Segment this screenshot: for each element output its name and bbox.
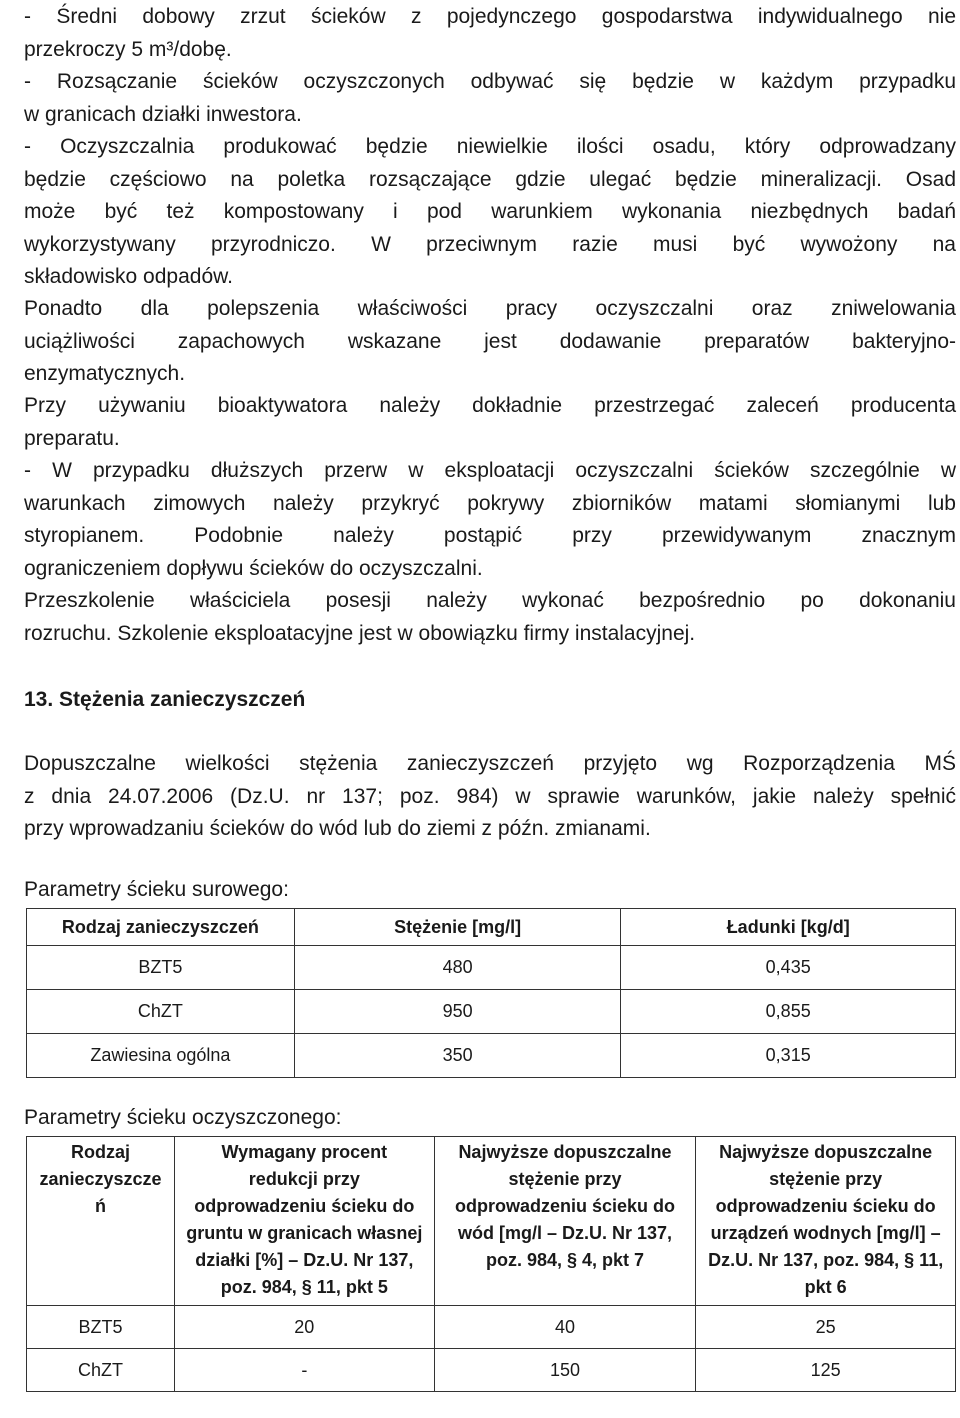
- table-cell: 20: [174, 1306, 434, 1349]
- paragraph-p2: [24, 66, 956, 131]
- raw-table-caption: Parametry ścieku surowego:: [24, 878, 289, 901]
- treated-sewage-table: [26, 1136, 956, 1392]
- table-cell: Zawiesina ogólna: [27, 1034, 295, 1078]
- table-row: [27, 1306, 956, 1349]
- text-line: - W przypadku dłuższych przerw w eksploatacji oczyszczalni ścieków szczególnie w: [24, 459, 956, 482]
- text-line: przekroczy 5 m³/dobę.: [24, 37, 232, 61]
- text-line: warunkach zimowych należy przykryć pokrywy zbiorników matami słomianymi lub: [24, 491, 956, 515]
- text-line: Przy używaniu bioaktywatora należy dokładnie przestrzegać zaleceń producenta: [24, 394, 956, 417]
- table-cell: 0,435: [621, 946, 956, 990]
- raw-table-header: Ładunki [kg/d]: [621, 909, 956, 946]
- table-cell: 150: [434, 1349, 696, 1392]
- table-cell: ChZT: [27, 1349, 175, 1392]
- table-row: [27, 946, 956, 990]
- table-cell: 950: [294, 990, 621, 1034]
- text-line: preparatu.: [24, 426, 120, 450]
- text-line: wykorzystywany przyrodniczo. W przeciwnym razie musi być wywożony na: [24, 232, 956, 256]
- table-cell: ChZT: [27, 990, 295, 1034]
- text-line: - Średni dobowy zrzut ścieków z pojedynczego gospodarstwa indywidualnego nie: [24, 5, 956, 28]
- paragraph-p3: [24, 131, 956, 294]
- text-line: Ponadto dla polepszenia właściwości pracy oczyszczalni oraz zniwelowania: [24, 297, 956, 320]
- table-cell: 350: [294, 1034, 621, 1078]
- text-line: może być też kompostowany i pod warunkiem wykonania niezbędnych badań: [24, 200, 956, 224]
- table-row: [27, 1034, 956, 1078]
- text-line: - Oczyszczalnia produkować będzie niewielkie ilości osadu, który odprowadzany: [24, 135, 956, 158]
- text-line: w granicach działki inwestora.: [24, 102, 302, 126]
- text-line: rozruchu. Szkolenie eksploatacyjne jest w obowiązku firmy instalacyjnej.: [24, 621, 696, 645]
- text-line: składowisko odpadów.: [24, 265, 233, 289]
- table-cell: BZT5: [27, 946, 295, 990]
- table-row: [27, 1349, 956, 1392]
- paragraph-p7: [24, 585, 956, 650]
- table-cell: 480: [294, 946, 621, 990]
- raw-table-header: Rodzaj zanieczyszczeń: [27, 909, 295, 946]
- treated-table-caption: Parametry ścieku oczyszczonego:: [24, 1106, 342, 1129]
- paragraph-p1: [24, 1, 956, 66]
- text-line: Dopuszczalne wielkości stężenia zanieczyszczeń przyjęto wg Rozporządzenia MŚ: [24, 752, 956, 775]
- treated-table-header: Wymagany procent redukcji przy odprowadzeniu ścieku do gruntu w granicach własnej działki [%] – Dz.U. Nr 137, poz. 984, § 11, pkt 5: [174, 1137, 434, 1306]
- text-line: przy wprowadzaniu ścieków do wód lub do ziemi z późn. zmianami.: [24, 817, 651, 841]
- text-line: uciążliwości zapachowych wskazane jest dodawanie preparatów bakteryjno-: [24, 329, 956, 353]
- section-title: 13. Stężenia zanieczyszczeń: [24, 688, 306, 711]
- treated-table-header: Rodzaj zanieczyszcze ń: [27, 1137, 175, 1306]
- table-cell: 0,855: [621, 990, 956, 1034]
- paragraph-p5: [24, 390, 956, 455]
- text-line: styropianem. Podobnie należy postąpić przy przewidywanym znacznym: [24, 524, 956, 548]
- text-line: enzymatycznych.: [24, 362, 186, 386]
- paragraph-p4: [24, 293, 956, 391]
- raw-table-header: Stężenie [mg/l]: [294, 909, 621, 946]
- text-line: z dnia 24.07.2006 (Dz.U. nr 137; poz. 984) w sprawie warunków, jakie należy spełnić: [24, 784, 956, 808]
- raw-sewage-table: [26, 908, 956, 1078]
- table-cell: 40: [434, 1306, 696, 1349]
- text-line: Przeszkolenie właściciela posesji należy wykonać bezpośrednio po dokonaniu: [24, 589, 956, 612]
- table-row: [27, 990, 956, 1034]
- paragraph-p6: [24, 455, 956, 585]
- table-cell: BZT5: [27, 1306, 175, 1349]
- text-line: ograniczeniem dopływu ścieków do oczyszczalni.: [24, 556, 483, 580]
- table-cell: -: [174, 1349, 434, 1392]
- text-line: - Rozsączanie ścieków oczyszczonych odbywać się będzie w każdym przypadku: [24, 70, 956, 93]
- section-intro: [24, 748, 956, 846]
- table-cell: 125: [696, 1349, 956, 1392]
- table-cell: 25: [696, 1306, 956, 1349]
- text-line: będzie częściowo na poletka rozsączające gdzie ulegać będzie mineralizacji. Osad: [24, 167, 956, 191]
- treated-table-header: Najwyższe dopuszczalne stężenie przy odprowadzeniu ścieku do wód [mg/l – Dz.U. Nr 137, poz. 984, § 4, pkt 7: [434, 1137, 696, 1306]
- table-cell: 0,315: [621, 1034, 956, 1078]
- treated-table-header: Najwyższe dopuszczalne stężenie przy odprowadzeniu ścieku do urządzeń wodnych [mg/l] – Dz.U. Nr 137, poz. 984, § 11, pkt 6: [696, 1137, 956, 1306]
